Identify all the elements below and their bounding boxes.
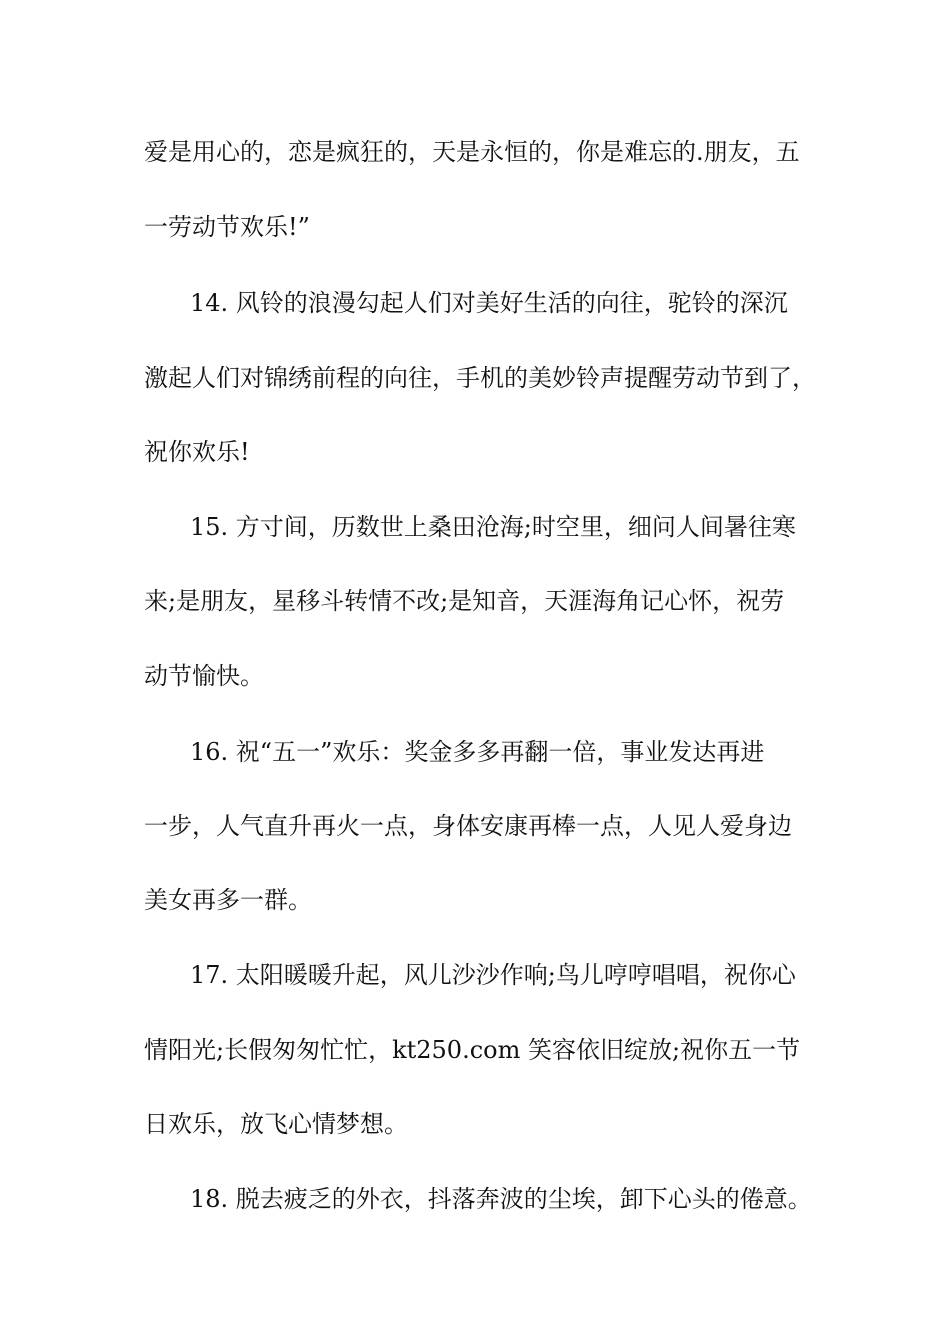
- text-line: 美女再多一群。: [144, 886, 312, 914]
- paragraph-16-start: 16. 祝“五一”欢乐：奖金多多再翻一倍，事业发达再进: [190, 738, 765, 766]
- text-line: 祝你欢乐!: [144, 438, 250, 466]
- paragraph-14-start: 14. 风铃的浪漫勾起人们对美好生活的向往，驼铃的深沉: [190, 289, 788, 317]
- paragraph-15-start: 15. 方寸间，历数世上桑田沧海;时空里，细问人间暑往寒: [190, 513, 796, 541]
- text-line: 情阳光;长假匆匆忙忙，kt250.com 笑容依旧绽放;祝你五一节: [144, 1036, 801, 1064]
- text-line: 激起人们对锦绣前程的向往，手机的美妙铃声提醒劳动节到了，: [144, 364, 816, 392]
- text-line: 一劳动节欢乐!”: [144, 213, 310, 241]
- text-line: 一步，人气直升再火一点，身体安康再棒一点，人见人爱身边: [144, 812, 792, 840]
- text-line: 来;是朋友，星移斗转情不改;是知音，天涯海角记心怀，祝劳: [144, 587, 785, 615]
- text-line: 日欢乐，放飞心情梦想。: [144, 1110, 408, 1138]
- text-line: 动节愉快。: [144, 662, 264, 690]
- paragraph-18-start: 18. 脱去疲乏的外衣，抖落奔波的尘埃，卸下心头的倦意。: [190, 1185, 812, 1213]
- text-line: 爱是用心的，恋是疯狂的，天是永恒的，你是难忘的.朋友，五: [144, 138, 800, 166]
- paragraph-17-start: 17. 太阳暖暖升起，风儿沙沙作响;鸟儿哼哼唱唱，祝你心: [190, 961, 796, 989]
